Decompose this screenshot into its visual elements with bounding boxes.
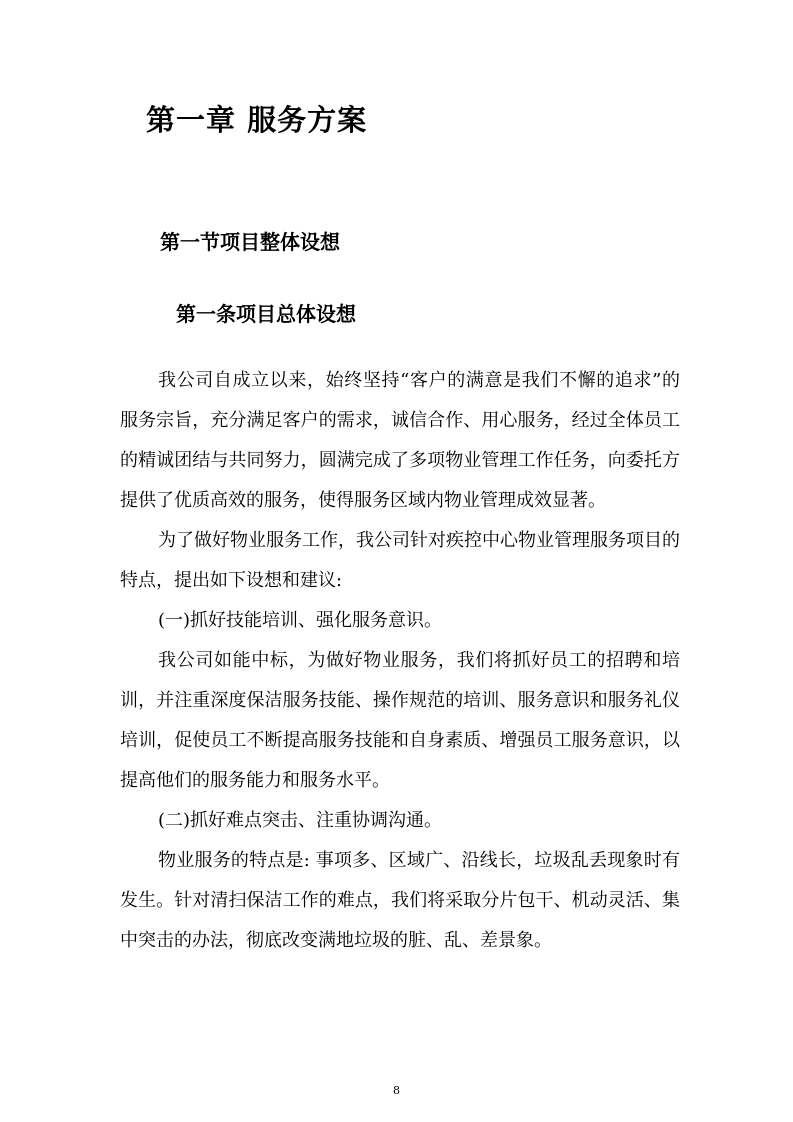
paragraph-training: 我公司如能中标，为做好物业服务，我们将抓好员工的招聘和培训，并注重深度保洁服务技能、操作规范的培训、服务意识和服务礼仪培训，促使员工不断提高服务技能和自身素质、增强员工服务意识，以提高他们的服务能力和服务水平。 [120,650,680,791]
chapter-title: 第一章 服务方案 [146,103,368,137]
paragraph-heading-two: (二)抓好难点突击、注重协调沟通。 [158,810,443,831]
body-text [120,361,680,961]
paragraph-proposal: 为了做好物业服务工作，我公司针对疾控中心物业管理服务项目的特点，提出如下设想和建议: [120,530,680,591]
page-number: 8 [393,1084,400,1097]
section-title: 第一节项目整体设想 [160,230,340,254]
paragraph-heading-one: (一)抓好技能培训、强化服务意识。 [158,610,443,631]
article-title: 第一条项目总体设想 [176,302,356,326]
paragraph-intro: 我公司自成立以来，始终坚持“客户的满意是我们不懈的追求”的服务宗旨，充分满足客户的需求，诚信合作、用心服务，经过全体员工的精诚团结与共同努力，圆满完成了多项物业管理工作任务，向委托方提供了优质高效的服务，使得服务区域内物业管理成效显著。 [120,370,680,511]
paragraph-cleaning: 物业服务的特点是: 事项多、区域广、沿线长，垃圾乱丢现象时有发生。针对清扫保洁工作的难点，我们将采取分片包干、机动灵活、集中突击的办法，彻底改变满地垃圾的脏、乱、差景象。 [120,850,680,951]
